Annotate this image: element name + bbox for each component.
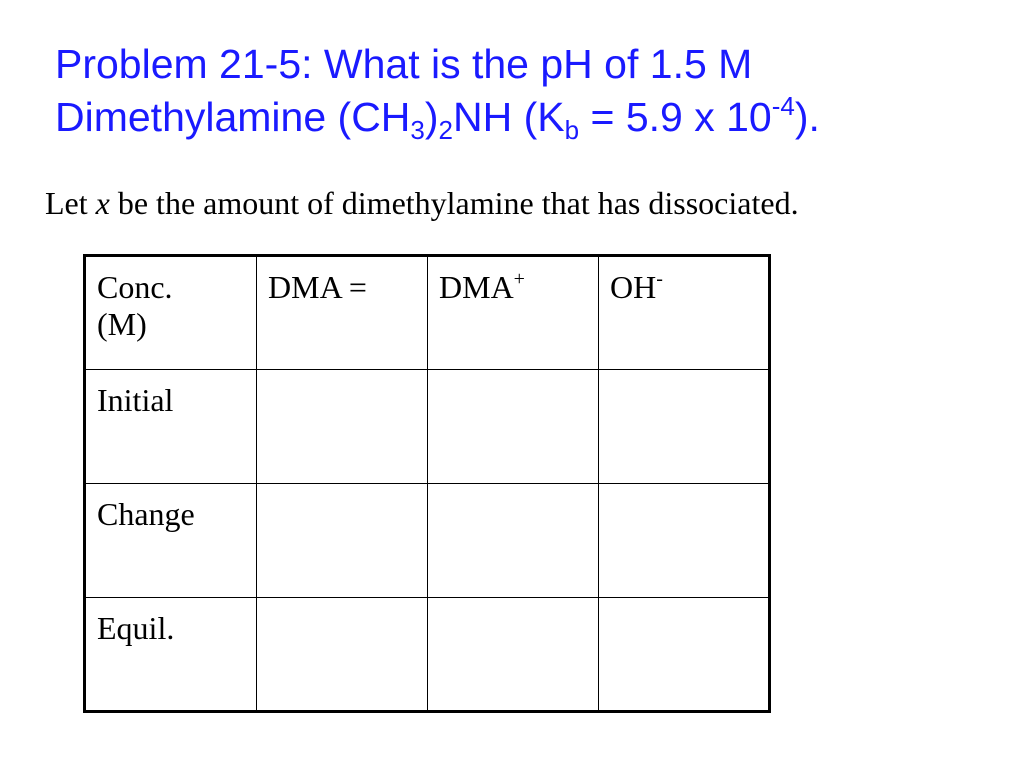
intro-text: Let x be the amount of dimethylamine that has dissociated. (45, 185, 799, 221)
header-dma-plus: DMA+ (428, 256, 599, 370)
variable-x: x (95, 185, 110, 221)
cell-initial-dma (257, 370, 428, 484)
table-row (85, 484, 770, 598)
slide-title (55, 38, 995, 144)
title-line-2: Dimethylamine $(CH_3)_2NH$ ($K_b = 5.9$ x $10^{-4}$). (55, 91, 820, 145)
row-label-equil: Equil. (85, 598, 257, 712)
table-row (85, 598, 770, 712)
cell-change-dma (257, 484, 428, 598)
title-line-1: Problem 21-5: What is the pH of 1.5 M (55, 41, 753, 87)
header-oh: OH- (599, 256, 770, 370)
table-row (85, 370, 770, 484)
cell-equil-oh (599, 598, 770, 712)
cell-initial-dma-plus (428, 370, 599, 484)
header-dma: DMA = (257, 256, 428, 370)
row-label-change: Change (85, 484, 257, 598)
cell-equil-dma (257, 598, 428, 712)
table-header-row (85, 256, 770, 370)
row-label-initial: Initial (85, 370, 257, 484)
header-conc: Conc. (M) (85, 256, 257, 370)
cell-initial-oh (599, 370, 770, 484)
cell-change-oh (599, 484, 770, 598)
ice-table (83, 254, 771, 713)
cell-equil-dma-plus (428, 598, 599, 712)
cell-change-dma-plus (428, 484, 599, 598)
